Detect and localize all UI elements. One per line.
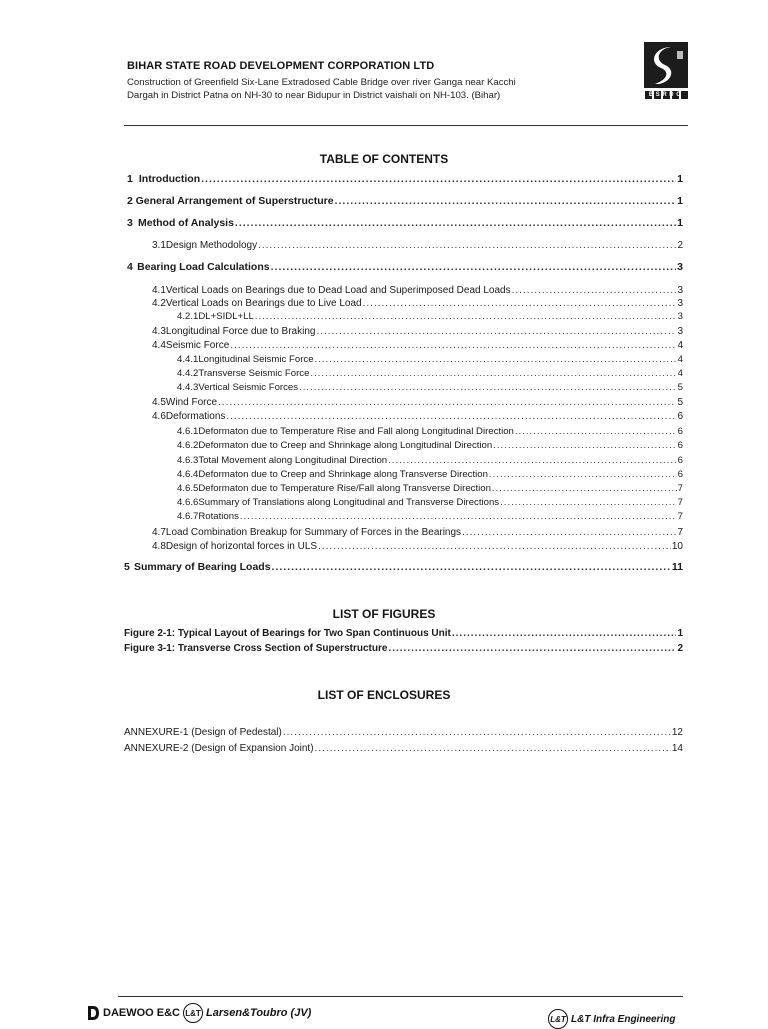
toc-page: 7 (677, 497, 683, 508)
toc-entry[interactable] (152, 541, 683, 552)
enclosure-page: 12 (671, 727, 683, 738)
toc-entry[interactable] (177, 426, 683, 437)
toc-entry[interactable] (152, 397, 683, 408)
toc-text: Total Movement along Longitudinal Direction (198, 455, 388, 466)
figure-page: 1 (677, 628, 683, 639)
toc-text: Bearing Load Calculations (137, 261, 270, 273)
project-line-2: Dargah in District Patna on NH-30 to near Bidupur in District vaishali on NH-103. (Bihar) (127, 90, 501, 101)
toc-text: Introduction (138, 173, 201, 185)
toc-page: 4 (677, 368, 683, 379)
leader-dots (283, 727, 671, 738)
leader-dots (492, 483, 677, 494)
toc-number: 4.2.1 (177, 311, 199, 322)
toc-number: 4.4 (152, 340, 166, 351)
lt-logo-icon: L&T (548, 1009, 568, 1029)
toc-number: 1 (127, 173, 133, 185)
lt-infra-name: L&T Infra Engineering (571, 1013, 676, 1025)
enclosures-title: LIST OF ENCLOSURES (317, 688, 451, 702)
leader-dots (230, 340, 676, 351)
leader-dots (462, 527, 676, 538)
project-description (127, 76, 597, 102)
toc-number: 4.6.6 (177, 497, 199, 508)
toc-page: 6 (677, 455, 683, 466)
toc-page: 7 (677, 527, 683, 538)
toc-text: General Arrangement of Superstructure (135, 195, 334, 207)
toc-entry[interactable] (152, 340, 683, 351)
figure-page: 2 (677, 643, 683, 654)
leader-dots (271, 261, 677, 273)
leader-dots (240, 511, 677, 522)
toc-number: 4.6.3 (177, 455, 199, 466)
toc-page: 4 (677, 354, 683, 365)
toc-entry[interactable] (177, 368, 683, 379)
enclosure-text: ANNEXURE-1 (Design of Pedestal) (124, 727, 282, 738)
toc-page: 3 (677, 311, 683, 322)
toc-entry[interactable] (177, 440, 683, 451)
toc-number: 4.6.2 (177, 440, 199, 451)
toc-page: 10 (671, 541, 683, 552)
toc-number: 4.1 (152, 285, 166, 296)
toc-entry[interactable] (152, 298, 683, 309)
toc-text: Deformaton due to Temperature Rise and Fall along Longitudinal Direction (198, 426, 514, 437)
toc-entry[interactable] (127, 217, 683, 229)
toc-text: Vertical Seismic Forces (198, 382, 299, 393)
toc-text: Summary of Bearing Loads (134, 561, 271, 573)
toc-text: DL+SIDL+LL (198, 311, 254, 322)
toc-entry[interactable] (152, 240, 683, 251)
leader-dots (235, 217, 676, 229)
toc-text: Design of horizontal forces in ULS (165, 541, 318, 552)
toc-entry[interactable] (177, 382, 683, 393)
leader-dots (218, 397, 676, 408)
toc-text: Longitudinal Seismic Force (198, 354, 314, 365)
toc-page: 3 (677, 261, 683, 273)
daewoo-icon (86, 1005, 100, 1021)
toc-text: Design Methodology (165, 240, 258, 251)
toc-number: 4.4.3 (177, 382, 199, 393)
toc-page: 6 (677, 440, 683, 451)
toc-entry[interactable] (177, 469, 683, 480)
toc-number: 4.4.1 (177, 354, 199, 365)
leader-dots (388, 643, 676, 654)
toc-entry[interactable] (152, 285, 683, 296)
leader-dots (255, 311, 677, 322)
toc-text: Deformaton due to Creep and Shrinkage along Longitudinal Direction (198, 440, 493, 451)
toc-page: 3 (677, 326, 683, 337)
toc-text: Vertical Loads on Bearings due to Dead Load and Superimposed Dead Loads (165, 285, 511, 296)
bsrdc-logo (643, 41, 689, 103)
figures-title: LIST OF FIGURES (332, 607, 436, 621)
lt-jv-name: Larsen&Toubro (JV) (206, 1007, 312, 1019)
logo-caption: BSRDC (648, 92, 684, 98)
toc-entry[interactable] (152, 527, 683, 538)
leader-dots (226, 411, 676, 422)
leader-dots (316, 326, 676, 337)
leader-dots (512, 285, 677, 296)
figure-text: Figure 2-1: Typical Layout of Bearings for Two Span Continuous Unit (124, 628, 451, 639)
toc-text: Rotations (198, 511, 239, 522)
toc-page: 4 (677, 340, 683, 351)
toc-text: Vertical Loads on Bearings due to Live Load (165, 298, 362, 309)
toc-page: 2 (677, 240, 683, 251)
toc-page: 1 (677, 173, 683, 185)
leader-dots (500, 497, 677, 508)
toc-number: 3.1 (152, 240, 166, 251)
toc-entry[interactable] (152, 411, 683, 422)
toc-entry[interactable] (127, 261, 683, 273)
leader-dots (388, 455, 677, 466)
figure-entry[interactable] (124, 643, 683, 654)
toc-number: 4.3 (152, 326, 166, 337)
leader-dots (315, 354, 677, 365)
enclosure-text: ANNEXURE-2 (Design of Expansion Joint) (124, 743, 314, 754)
leader-dots (258, 240, 676, 251)
leader-dots (201, 173, 676, 185)
toc-title: TABLE OF CONTENTS (319, 152, 449, 166)
toc-text: Method of Analysis (138, 217, 234, 229)
toc-number: 4.5 (152, 397, 166, 408)
toc-entry[interactable] (177, 483, 683, 494)
enclosure-entry[interactable] (124, 727, 683, 738)
toc-page: 7 (677, 483, 683, 494)
toc-entry[interactable] (152, 326, 683, 337)
figure-text: Figure 3-1: Transverse Cross Section of Superstructure (124, 643, 388, 654)
toc-text: Transverse Seismic Force (198, 368, 310, 379)
toc-number: 4.2 (152, 298, 166, 309)
leader-dots (452, 628, 677, 639)
toc-number: 5 (124, 561, 130, 573)
toc-page: 5 (677, 382, 683, 393)
toc-page: 3 (677, 285, 683, 296)
enclosure-page: 14 (671, 743, 683, 754)
header-divider (124, 125, 688, 126)
daewoo-name: DAEWOO E&C (103, 1007, 180, 1019)
toc-entry[interactable] (127, 173, 683, 185)
leader-dots (335, 195, 677, 207)
leader-dots (318, 541, 671, 552)
toc-entry[interactable] (124, 561, 683, 573)
toc-page: 5 (677, 397, 683, 408)
toc-entry[interactable] (177, 497, 683, 508)
leader-dots (493, 440, 676, 451)
organization-name: BIHAR STATE ROAD DEVELOPMENT CORPORATION LTD (127, 60, 435, 72)
toc-entry[interactable] (177, 455, 683, 466)
toc-page: 1 (677, 195, 683, 207)
leader-dots (489, 469, 677, 480)
toc-text: Deformaton due to Temperature Rise/Fall along Transverse Direction (198, 483, 491, 494)
toc-entry[interactable] (127, 195, 683, 207)
toc-page: 6 (677, 469, 683, 480)
toc-text: Longitudinal Force due to Braking (165, 326, 316, 337)
leader-dots (299, 382, 677, 393)
toc-number: 4.8 (152, 541, 166, 552)
leader-dots (272, 561, 671, 573)
toc-page: 11 (671, 561, 683, 573)
toc-number: 4.6.5 (177, 483, 199, 494)
toc-page: 6 (677, 411, 683, 422)
toc-text: Load Combination Breakup for Summary of Forces in the Bearings (165, 527, 462, 538)
toc-text: Deformations (165, 411, 226, 422)
footer-jv-logo (86, 1003, 311, 1023)
leader-dots (515, 426, 677, 437)
toc-number: 4.6.7 (177, 511, 199, 522)
toc-entry[interactable] (177, 354, 683, 365)
toc-number: 2 (127, 195, 133, 207)
toc-number: 4.7 (152, 527, 166, 538)
figure-entry[interactable] (124, 628, 683, 639)
toc-text: Wind Force (165, 397, 218, 408)
toc-page: 1 (677, 217, 683, 229)
leader-dots (315, 743, 671, 754)
toc-page: 6 (677, 426, 683, 437)
toc-number: 4 (127, 261, 133, 273)
footer-divider (118, 996, 683, 997)
leader-dots (310, 368, 676, 379)
leader-dots (363, 298, 677, 309)
toc-number: 3 (127, 217, 133, 229)
toc-number: 4.6.4 (177, 469, 199, 480)
toc-entry[interactable] (177, 311, 683, 322)
lt-logo-icon: L&T (183, 1003, 203, 1023)
project-line-1: Construction of Greenfield Six-Lane Extradosed Cable Bridge over river Ganga near Kacchi (127, 77, 516, 88)
toc-text: Summary of Translations along Longitudinal and Transverse Directions (198, 497, 500, 508)
toc-number: 4.6 (152, 411, 166, 422)
enclosure-entry[interactable] (124, 743, 683, 754)
toc-number: 4.6.1 (177, 426, 199, 437)
footer-engineering-logo (545, 1009, 675, 1029)
toc-page: 7 (677, 511, 683, 522)
toc-text: Seismic Force (165, 340, 230, 351)
toc-text: Deformaton due to Creep and Shrinkage along Transverse Direction (198, 469, 488, 480)
toc-page: 3 (677, 298, 683, 309)
toc-entry[interactable] (177, 511, 683, 522)
toc-number: 4.4.2 (177, 368, 199, 379)
